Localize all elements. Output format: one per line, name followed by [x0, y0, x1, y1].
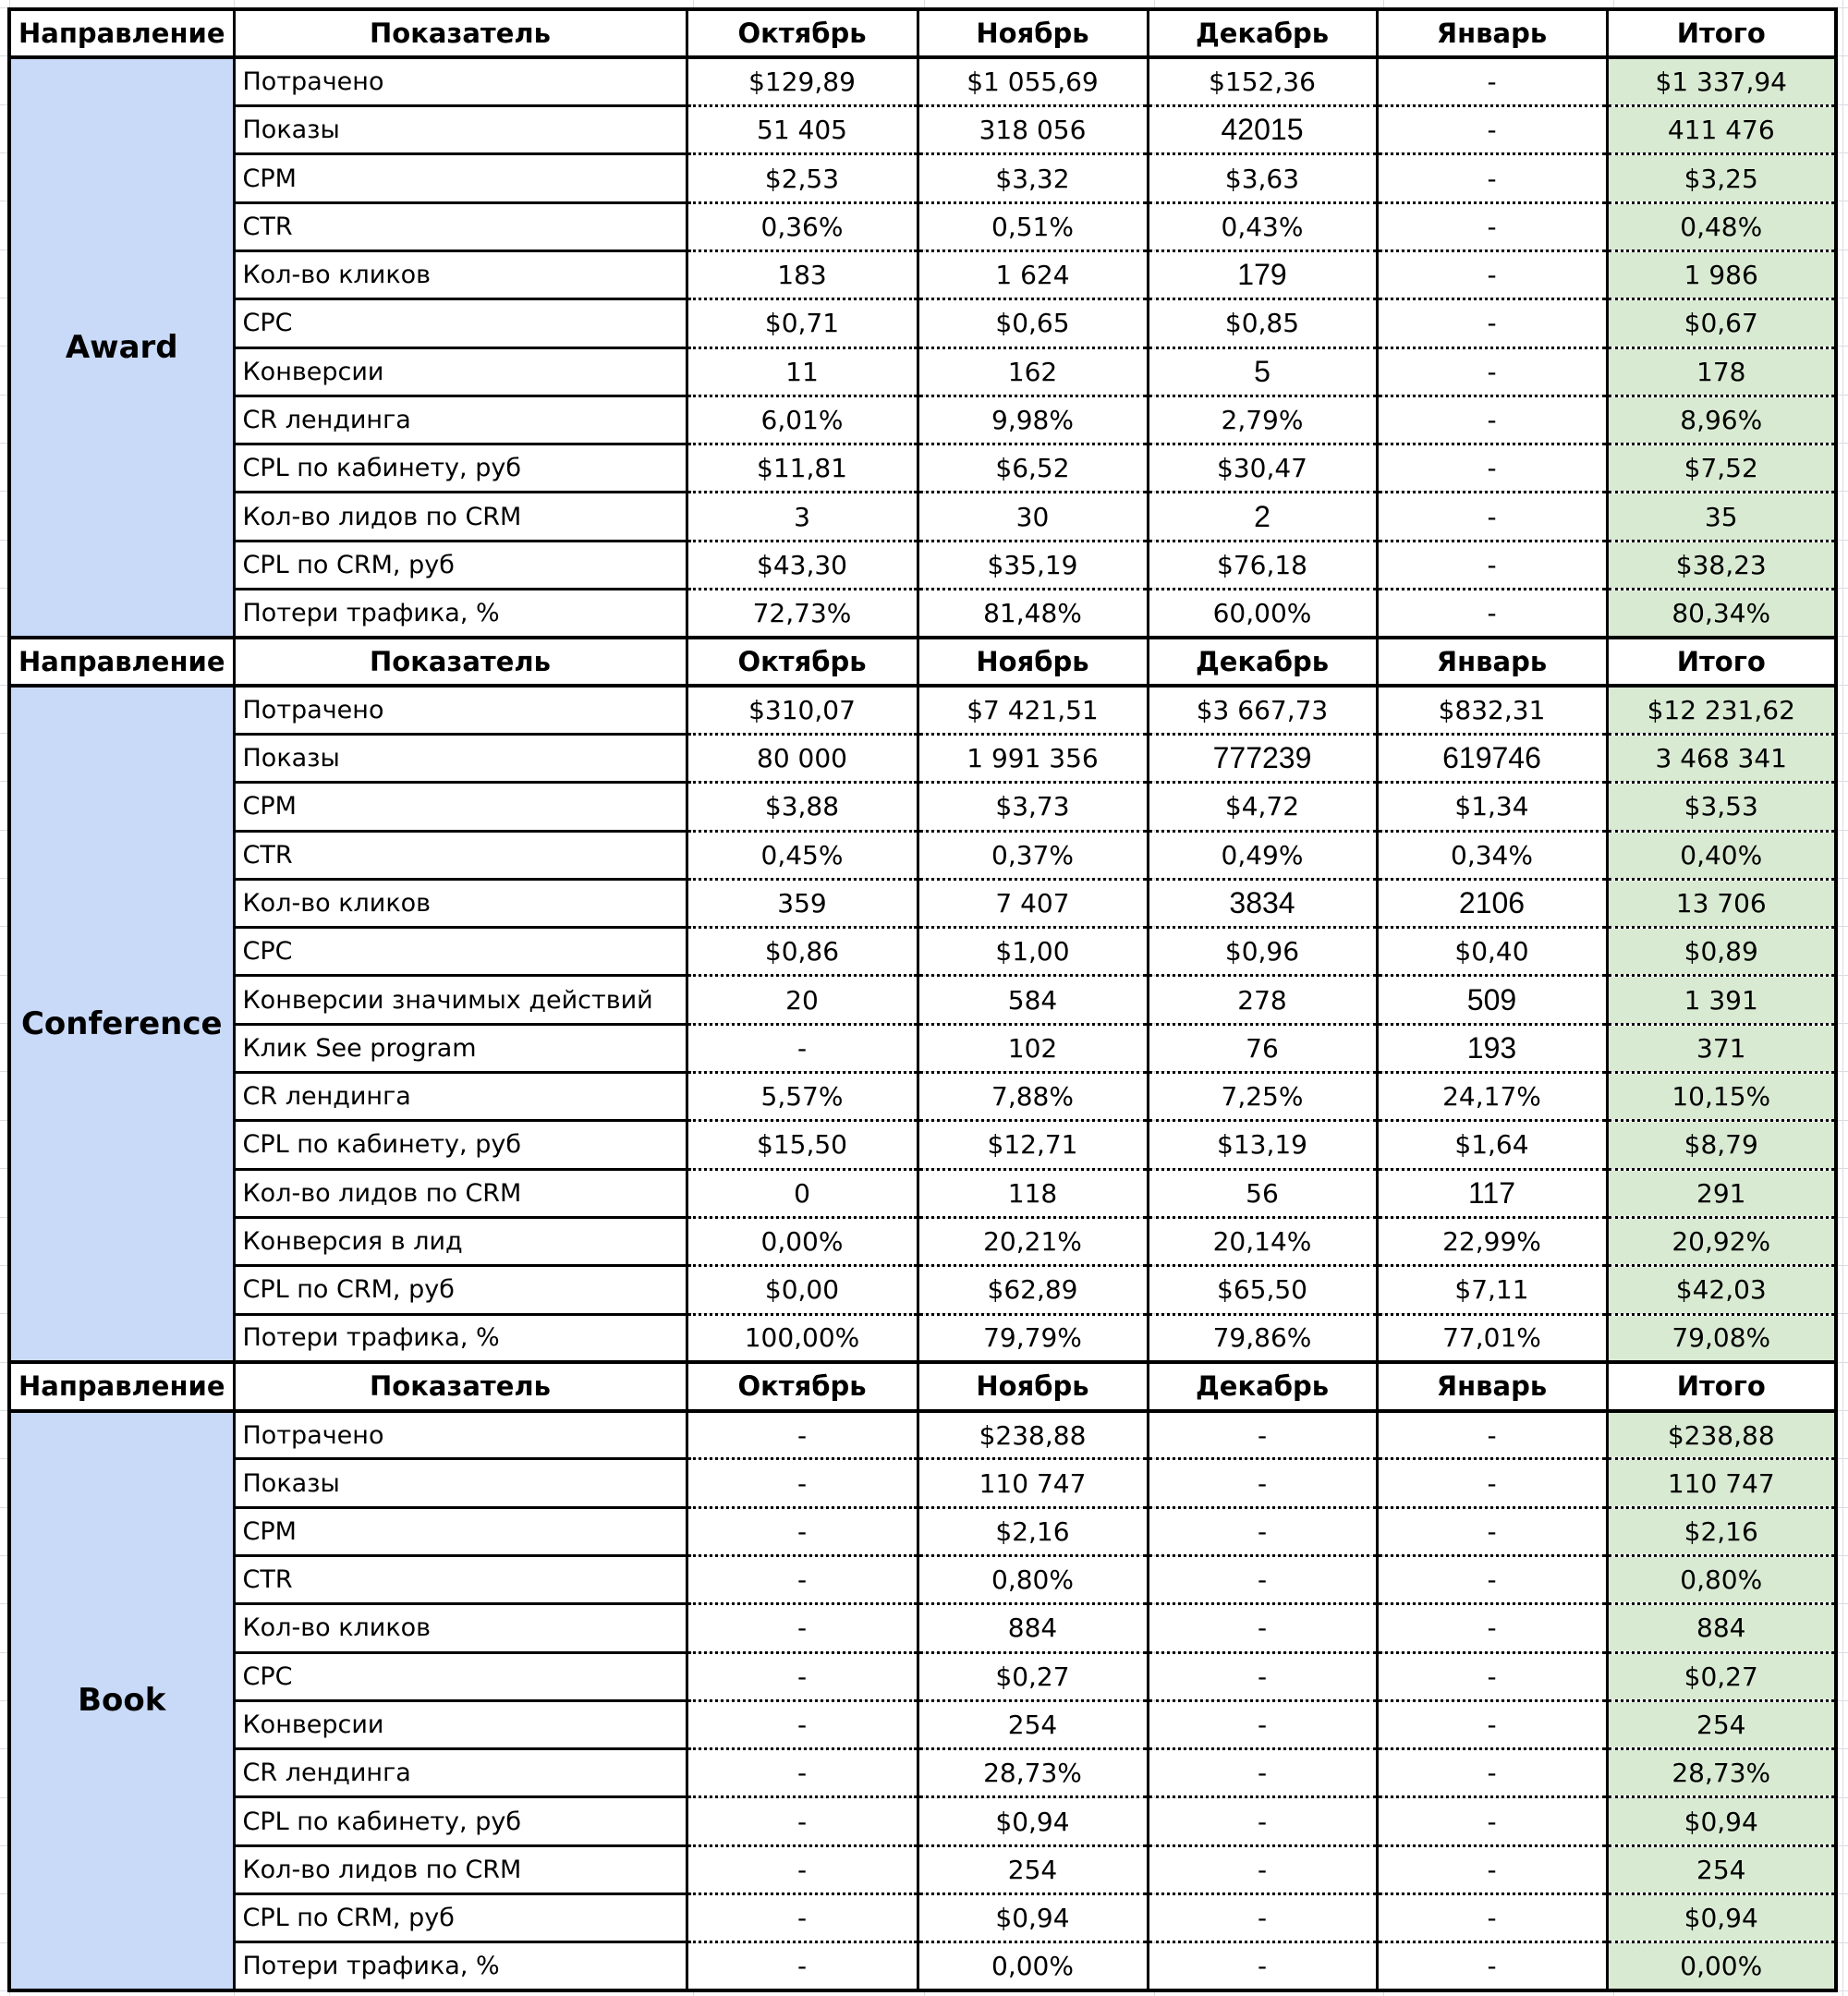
- total-value-cell[interactable]: 884: [1607, 1604, 1836, 1652]
- value-cell[interactable]: -: [1148, 1652, 1377, 1700]
- value-cell[interactable]: $0,65: [918, 299, 1148, 347]
- column-header-cell[interactable]: Показатель: [234, 9, 687, 57]
- value-cell[interactable]: -: [1377, 106, 1607, 154]
- value-cell[interactable]: 2: [1148, 493, 1377, 541]
- value-cell[interactable]: $35,19: [918, 541, 1148, 589]
- column-header-cell[interactable]: Итого: [1607, 9, 1836, 57]
- value-cell[interactable]: -: [1377, 1894, 1607, 1942]
- value-cell[interactable]: -: [687, 1604, 918, 1652]
- value-cell[interactable]: $43,30: [687, 541, 918, 589]
- total-value-cell[interactable]: $3,53: [1607, 783, 1836, 831]
- metric-label-cell[interactable]: CPM: [234, 783, 687, 831]
- value-cell[interactable]: 5,57%: [687, 1073, 918, 1121]
- table-row: [9, 879, 1836, 927]
- column-header-cell[interactable]: Декабрь: [1148, 1362, 1377, 1410]
- value-cell[interactable]: -: [1377, 250, 1607, 298]
- value-cell[interactable]: -: [687, 1652, 918, 1700]
- column-header-cell[interactable]: Направление: [9, 1362, 234, 1410]
- value-cell[interactable]: 5: [1148, 347, 1377, 396]
- metric-label-cell[interactable]: Кол-во кликов: [234, 879, 687, 927]
- value-cell[interactable]: -: [1148, 1797, 1377, 1845]
- metric-label-cell[interactable]: CPL по CRM, руб: [234, 1894, 687, 1942]
- total-value-cell[interactable]: $38,23: [1607, 541, 1836, 589]
- total-value-cell[interactable]: 0,48%: [1607, 202, 1836, 250]
- total-value-cell[interactable]: $0,27: [1607, 1652, 1836, 1700]
- value-cell[interactable]: -: [687, 1942, 918, 1990]
- total-value-cell[interactable]: 3 468 341: [1607, 734, 1836, 782]
- total-value-cell[interactable]: 10,15%: [1607, 1073, 1836, 1121]
- value-cell[interactable]: $129,89: [687, 57, 918, 105]
- value-cell[interactable]: 359: [687, 879, 918, 927]
- total-value-cell[interactable]: 13 706: [1607, 879, 1836, 927]
- value-cell[interactable]: -: [1377, 541, 1607, 589]
- metric-label-cell[interactable]: CR лендинга: [234, 396, 687, 444]
- column-header-cell[interactable]: Декабрь: [1148, 9, 1377, 57]
- metric-label-cell[interactable]: Потери трафика, %: [234, 590, 687, 638]
- column-header-cell[interactable]: Итого: [1607, 1362, 1836, 1410]
- value-cell[interactable]: $152,36: [1148, 57, 1377, 105]
- table-row: [9, 299, 1836, 347]
- value-cell[interactable]: 0,00%: [687, 1217, 918, 1265]
- metric-label-cell[interactable]: CPL по кабинету, руб: [234, 1121, 687, 1169]
- header-row: [9, 9, 1836, 57]
- table-row: [9, 202, 1836, 250]
- metric-label-cell[interactable]: CR лендинга: [234, 1073, 687, 1121]
- column-header-cell[interactable]: Показатель: [234, 638, 687, 686]
- metric-label-cell[interactable]: Клик See program: [234, 1024, 687, 1072]
- value-cell[interactable]: $832,31: [1377, 686, 1607, 734]
- metric-label-cell[interactable]: Кол-во лидов по CRM: [234, 1169, 687, 1217]
- total-value-cell[interactable]: 110 747: [1607, 1459, 1836, 1507]
- value-cell[interactable]: $12,71: [918, 1121, 1148, 1169]
- total-value-cell[interactable]: $2,16: [1607, 1507, 1836, 1555]
- value-cell[interactable]: 6,01%: [687, 396, 918, 444]
- value-cell[interactable]: -: [1377, 1942, 1607, 1990]
- value-cell[interactable]: 20: [687, 976, 918, 1024]
- value-cell[interactable]: -: [1377, 1749, 1607, 1797]
- column-header-cell[interactable]: Январь: [1377, 9, 1607, 57]
- total-value-cell[interactable]: 371: [1607, 1024, 1836, 1072]
- metric-label-cell[interactable]: CPC: [234, 1652, 687, 1700]
- metric-label-cell[interactable]: CPL по кабинету, руб: [234, 444, 687, 493]
- value-cell[interactable]: 7,25%: [1148, 1073, 1377, 1121]
- table-row: [9, 928, 1836, 976]
- total-value-cell[interactable]: $7,52: [1607, 444, 1836, 493]
- metric-label-cell[interactable]: CTR: [234, 831, 687, 879]
- table-row: [9, 1217, 1836, 1265]
- value-cell[interactable]: $11,81: [687, 444, 918, 493]
- value-cell[interactable]: -: [1377, 1459, 1607, 1507]
- value-cell[interactable]: -: [1377, 1556, 1607, 1604]
- value-cell[interactable]: 509: [1377, 976, 1607, 1024]
- total-value-cell[interactable]: 1 391: [1607, 976, 1836, 1024]
- value-cell[interactable]: -: [1377, 396, 1607, 444]
- value-cell[interactable]: -: [687, 1894, 918, 1942]
- table-row: [9, 590, 1836, 638]
- table-row: [9, 1652, 1836, 1700]
- value-cell[interactable]: $0,96: [1148, 928, 1377, 976]
- total-value-cell[interactable]: 411 476: [1607, 106, 1836, 154]
- table-row: [9, 1845, 1836, 1893]
- value-cell[interactable]: $65,50: [1148, 1266, 1377, 1314]
- value-cell[interactable]: -: [1377, 1652, 1607, 1700]
- value-cell[interactable]: $238,88: [918, 1411, 1148, 1459]
- value-cell[interactable]: 183: [687, 250, 918, 298]
- column-header-cell[interactable]: Октябрь: [687, 1362, 918, 1410]
- table-row: [9, 154, 1836, 202]
- total-value-cell[interactable]: $238,88: [1607, 1411, 1836, 1459]
- value-cell[interactable]: 102: [918, 1024, 1148, 1072]
- metric-label-cell[interactable]: CPC: [234, 928, 687, 976]
- margin-gridline: [1842, 0, 1843, 1996]
- total-value-cell[interactable]: $12 231,62: [1607, 686, 1836, 734]
- total-value-cell[interactable]: 254: [1607, 1700, 1836, 1748]
- value-cell[interactable]: $2,53: [687, 154, 918, 202]
- value-cell[interactable]: $0,00: [687, 1266, 918, 1314]
- direction-cell[interactable]: Book: [9, 1411, 234, 1991]
- column-header-cell[interactable]: Ноябрь: [918, 638, 1148, 686]
- value-cell[interactable]: -: [1377, 347, 1607, 396]
- value-cell[interactable]: 3834: [1148, 879, 1377, 927]
- value-cell[interactable]: -: [1377, 57, 1607, 105]
- value-cell[interactable]: $0,94: [918, 1894, 1148, 1942]
- table-row: [9, 106, 1836, 154]
- metric-label-cell[interactable]: Кол-во лидов по CRM: [234, 493, 687, 541]
- value-cell[interactable]: 24,17%: [1377, 1073, 1607, 1121]
- value-cell[interactable]: 884: [918, 1604, 1148, 1652]
- table-row: [9, 1749, 1836, 1797]
- metric-label-cell[interactable]: Конверсии: [234, 1700, 687, 1748]
- value-cell[interactable]: -: [1377, 299, 1607, 347]
- total-value-cell[interactable]: 0,00%: [1607, 1942, 1836, 1990]
- value-cell[interactable]: -: [687, 1797, 918, 1845]
- value-cell[interactable]: $0,86: [687, 928, 918, 976]
- metric-label-cell[interactable]: CPL по кабинету, руб: [234, 1797, 687, 1845]
- table-row: [9, 396, 1836, 444]
- value-cell[interactable]: $3,73: [918, 783, 1148, 831]
- table-row: [9, 1894, 1836, 1942]
- value-cell[interactable]: $2,16: [918, 1507, 1148, 1555]
- value-cell[interactable]: 79,79%: [918, 1314, 1148, 1362]
- value-cell[interactable]: -: [1148, 1411, 1377, 1459]
- value-cell[interactable]: 77,01%: [1377, 1314, 1607, 1362]
- value-cell[interactable]: $1 055,69: [918, 57, 1148, 105]
- total-value-cell[interactable]: 1 986: [1607, 250, 1836, 298]
- value-cell[interactable]: 22,99%: [1377, 1217, 1607, 1265]
- value-cell[interactable]: $1,00: [918, 928, 1148, 976]
- table-row: [9, 1121, 1836, 1169]
- metric-label-cell[interactable]: CTR: [234, 1556, 687, 1604]
- value-cell[interactable]: 0,34%: [1377, 831, 1607, 879]
- metric-label-cell[interactable]: Кол-во лидов по CRM: [234, 1845, 687, 1893]
- value-cell[interactable]: 9,98%: [918, 396, 1148, 444]
- value-cell[interactable]: -: [1148, 1845, 1377, 1893]
- value-cell[interactable]: $0,40: [1377, 928, 1607, 976]
- metric-label-cell[interactable]: CPM: [234, 1507, 687, 1555]
- value-cell[interactable]: -: [1377, 1797, 1607, 1845]
- value-cell[interactable]: $3 667,73: [1148, 686, 1377, 734]
- table-row: [9, 686, 1836, 734]
- column-header-cell[interactable]: Октябрь: [687, 9, 918, 57]
- metric-label-cell[interactable]: Конверсии: [234, 347, 687, 396]
- value-cell[interactable]: -: [1148, 1942, 1377, 1990]
- total-value-cell[interactable]: 254: [1607, 1845, 1836, 1893]
- value-cell[interactable]: 20,21%: [918, 1217, 1148, 1265]
- total-value-cell[interactable]: 178: [1607, 347, 1836, 396]
- metric-label-cell[interactable]: Конверсии значимых действий: [234, 976, 687, 1024]
- table-row: [9, 1314, 1836, 1362]
- value-cell[interactable]: 117: [1377, 1169, 1607, 1217]
- value-cell[interactable]: -: [1148, 1459, 1377, 1507]
- table-row: [9, 1507, 1836, 1555]
- value-cell[interactable]: 0,45%: [687, 831, 918, 879]
- table-row: [9, 734, 1836, 782]
- total-value-cell[interactable]: $8,79: [1607, 1121, 1836, 1169]
- value-cell[interactable]: 79,86%: [1148, 1314, 1377, 1362]
- value-cell[interactable]: 42015: [1148, 106, 1377, 154]
- column-header-cell[interactable]: Показатель: [234, 1362, 687, 1410]
- total-value-cell[interactable]: 80,34%: [1607, 590, 1836, 638]
- value-cell[interactable]: 118: [918, 1169, 1148, 1217]
- header-row: [9, 638, 1836, 686]
- value-cell[interactable]: $6,52: [918, 444, 1148, 493]
- value-cell[interactable]: 278: [1148, 976, 1377, 1024]
- value-cell[interactable]: 0,49%: [1148, 831, 1377, 879]
- value-cell[interactable]: 81,48%: [918, 590, 1148, 638]
- value-cell[interactable]: 179: [1148, 250, 1377, 298]
- value-cell[interactable]: 162: [918, 347, 1148, 396]
- table-row: [9, 1700, 1836, 1748]
- value-cell[interactable]: -: [687, 1024, 918, 1072]
- table-row: [9, 541, 1836, 589]
- column-header-cell[interactable]: Направление: [9, 638, 234, 686]
- value-cell[interactable]: -: [687, 1556, 918, 1604]
- value-cell[interactable]: $3,88: [687, 783, 918, 831]
- value-cell[interactable]: 7 407: [918, 879, 1148, 927]
- value-cell[interactable]: $3,32: [918, 154, 1148, 202]
- value-cell[interactable]: $1,34: [1377, 783, 1607, 831]
- metric-label-cell[interactable]: CTR: [234, 202, 687, 250]
- value-cell[interactable]: $1,64: [1377, 1121, 1607, 1169]
- value-cell[interactable]: $62,89: [918, 1266, 1148, 1314]
- direction-cell[interactable]: Conference: [9, 686, 234, 1362]
- table-row: [9, 347, 1836, 396]
- value-cell[interactable]: $0,85: [1148, 299, 1377, 347]
- value-cell[interactable]: $13,19: [1148, 1121, 1377, 1169]
- total-value-cell[interactable]: 28,73%: [1607, 1749, 1836, 1797]
- total-value-cell[interactable]: 291: [1607, 1169, 1836, 1217]
- value-cell[interactable]: 100,00%: [687, 1314, 918, 1362]
- column-header-cell[interactable]: Октябрь: [687, 638, 918, 686]
- metric-label-cell[interactable]: Показы: [234, 1459, 687, 1507]
- total-value-cell[interactable]: 0,40%: [1607, 831, 1836, 879]
- value-cell[interactable]: -: [687, 1700, 918, 1748]
- table-row: [9, 831, 1836, 879]
- table-row: [9, 783, 1836, 831]
- table-row: [9, 1604, 1836, 1652]
- value-cell[interactable]: -: [1377, 590, 1607, 638]
- metric-label-cell[interactable]: Кол-во кликов: [234, 250, 687, 298]
- value-cell[interactable]: 2106: [1377, 879, 1607, 927]
- value-cell[interactable]: -: [1148, 1894, 1377, 1942]
- value-cell[interactable]: 3: [687, 493, 918, 541]
- table-row: [9, 1797, 1836, 1845]
- table-row: [9, 1266, 1836, 1314]
- value-cell[interactable]: 0: [687, 1169, 918, 1217]
- metric-label-cell[interactable]: Потрачено: [234, 686, 687, 734]
- metric-label-cell[interactable]: Потери трафика, %: [234, 1942, 687, 1990]
- column-header-cell[interactable]: Ноябрь: [918, 1362, 1148, 1410]
- table-row: [9, 1024, 1836, 1072]
- direction-cell[interactable]: Award: [9, 57, 234, 638]
- value-cell[interactable]: $15,50: [687, 1121, 918, 1169]
- table-row: [9, 493, 1836, 541]
- metric-label-cell[interactable]: Показы: [234, 734, 687, 782]
- value-cell[interactable]: 584: [918, 976, 1148, 1024]
- column-header-cell[interactable]: Направление: [9, 9, 234, 57]
- value-cell[interactable]: -: [687, 1411, 918, 1459]
- table-row: [9, 1942, 1836, 1990]
- metric-label-cell[interactable]: Кол-во кликов: [234, 1604, 687, 1652]
- total-value-cell[interactable]: $0,67: [1607, 299, 1836, 347]
- metric-label-cell[interactable]: CR лендинга: [234, 1749, 687, 1797]
- value-cell[interactable]: 0,80%: [918, 1556, 1148, 1604]
- total-value-cell[interactable]: 8,96%: [1607, 396, 1836, 444]
- value-cell[interactable]: $30,47: [1148, 444, 1377, 493]
- value-cell[interactable]: 28,73%: [918, 1749, 1148, 1797]
- value-cell[interactable]: 193: [1377, 1024, 1607, 1072]
- value-cell[interactable]: 318 056: [918, 106, 1148, 154]
- metric-label-cell[interactable]: Конверсия в лид: [234, 1217, 687, 1265]
- value-cell[interactable]: 56: [1148, 1169, 1377, 1217]
- value-cell[interactable]: 60,00%: [1148, 590, 1377, 638]
- value-cell[interactable]: 20,14%: [1148, 1217, 1377, 1265]
- value-cell[interactable]: 1 624: [918, 250, 1148, 298]
- metric-label-cell[interactable]: Потери трафика, %: [234, 1314, 687, 1362]
- total-value-cell[interactable]: 0,80%: [1607, 1556, 1836, 1604]
- value-cell[interactable]: 1 991 356: [918, 734, 1148, 782]
- value-cell[interactable]: -: [1377, 444, 1607, 493]
- value-cell[interactable]: -: [1377, 1700, 1607, 1748]
- value-cell[interactable]: -: [1148, 1700, 1377, 1748]
- total-value-cell[interactable]: $42,03: [1607, 1266, 1836, 1314]
- total-value-cell[interactable]: $0,94: [1607, 1894, 1836, 1942]
- table-row: [9, 250, 1836, 298]
- value-cell[interactable]: 2,79%: [1148, 396, 1377, 444]
- total-value-cell[interactable]: $3,25: [1607, 154, 1836, 202]
- value-cell[interactable]: $0,94: [918, 1797, 1148, 1845]
- metric-label-cell[interactable]: CPM: [234, 154, 687, 202]
- total-value-cell[interactable]: 20,92%: [1607, 1217, 1836, 1265]
- total-value-cell[interactable]: 79,08%: [1607, 1314, 1836, 1362]
- value-cell[interactable]: 76: [1148, 1024, 1377, 1072]
- value-cell[interactable]: -: [687, 1845, 918, 1893]
- value-cell[interactable]: -: [687, 1507, 918, 1555]
- value-cell[interactable]: 7,88%: [918, 1073, 1148, 1121]
- value-cell[interactable]: 0,51%: [918, 202, 1148, 250]
- table-row: [9, 976, 1836, 1024]
- value-cell[interactable]: 0,43%: [1148, 202, 1377, 250]
- value-cell[interactable]: $310,07: [687, 686, 918, 734]
- metrics-table: [7, 7, 1838, 1992]
- table-row: [9, 57, 1836, 105]
- value-cell[interactable]: $0,71: [687, 299, 918, 347]
- total-value-cell[interactable]: $0,94: [1607, 1797, 1836, 1845]
- metric-label-cell[interactable]: CPL по CRM, руб: [234, 1266, 687, 1314]
- value-cell[interactable]: 30: [918, 493, 1148, 541]
- value-cell[interactable]: 11: [687, 347, 918, 396]
- table-row: [9, 1169, 1836, 1217]
- value-cell[interactable]: $76,18: [1148, 541, 1377, 589]
- table-row: [9, 444, 1836, 493]
- table-row: [9, 1459, 1836, 1507]
- value-cell[interactable]: -: [1377, 1411, 1607, 1459]
- header-row: [9, 1362, 1836, 1410]
- metric-label-cell[interactable]: Потрачено: [234, 57, 687, 105]
- value-cell[interactable]: -: [1377, 1845, 1607, 1893]
- table-row: [9, 1411, 1836, 1459]
- value-cell[interactable]: 254: [918, 1700, 1148, 1748]
- value-cell[interactable]: -: [1148, 1507, 1377, 1555]
- total-value-cell[interactable]: 35: [1607, 493, 1836, 541]
- metric-label-cell[interactable]: Потрачено: [234, 1411, 687, 1459]
- value-cell[interactable]: 777239: [1148, 734, 1377, 782]
- value-cell[interactable]: -: [1148, 1556, 1377, 1604]
- value-cell[interactable]: 110 747: [918, 1459, 1148, 1507]
- value-cell[interactable]: -: [1377, 1507, 1607, 1555]
- total-value-cell[interactable]: $1 337,94: [1607, 57, 1836, 105]
- value-cell[interactable]: $4,72: [1148, 783, 1377, 831]
- value-cell[interactable]: -: [1377, 493, 1607, 541]
- value-cell[interactable]: 0,37%: [918, 831, 1148, 879]
- value-cell[interactable]: 80 000: [687, 734, 918, 782]
- value-cell[interactable]: -: [1377, 154, 1607, 202]
- value-cell[interactable]: 51 405: [687, 106, 918, 154]
- metric-label-cell[interactable]: Показы: [234, 106, 687, 154]
- value-cell[interactable]: 72,73%: [687, 590, 918, 638]
- value-cell[interactable]: $7,11: [1377, 1266, 1607, 1314]
- value-cell[interactable]: -: [1148, 1604, 1377, 1652]
- value-cell[interactable]: -: [1377, 202, 1607, 250]
- value-cell[interactable]: -: [687, 1749, 918, 1797]
- value-cell[interactable]: $3,63: [1148, 154, 1377, 202]
- value-cell[interactable]: -: [1148, 1749, 1377, 1797]
- metric-label-cell[interactable]: CPL по CRM, руб: [234, 541, 687, 589]
- column-header-cell[interactable]: Ноябрь: [918, 9, 1148, 57]
- table-row: [9, 1556, 1836, 1604]
- table-row: [9, 1073, 1836, 1121]
- value-cell[interactable]: $0,27: [918, 1652, 1148, 1700]
- column-header-cell[interactable]: Январь: [1377, 638, 1607, 686]
- value-cell[interactable]: 619746: [1377, 734, 1607, 782]
- total-value-cell[interactable]: $0,89: [1607, 928, 1836, 976]
- value-cell[interactable]: -: [1377, 1604, 1607, 1652]
- value-cell[interactable]: 0,36%: [687, 202, 918, 250]
- value-cell[interactable]: $7 421,51: [918, 686, 1148, 734]
- metric-label-cell[interactable]: CPC: [234, 299, 687, 347]
- value-cell[interactable]: 0,00%: [918, 1942, 1148, 1990]
- column-header-cell[interactable]: Январь: [1377, 1362, 1607, 1410]
- column-header-cell[interactable]: Декабрь: [1148, 638, 1377, 686]
- value-cell[interactable]: -: [687, 1459, 918, 1507]
- column-header-cell[interactable]: Итого: [1607, 638, 1836, 686]
- value-cell[interactable]: 254: [918, 1845, 1148, 1893]
